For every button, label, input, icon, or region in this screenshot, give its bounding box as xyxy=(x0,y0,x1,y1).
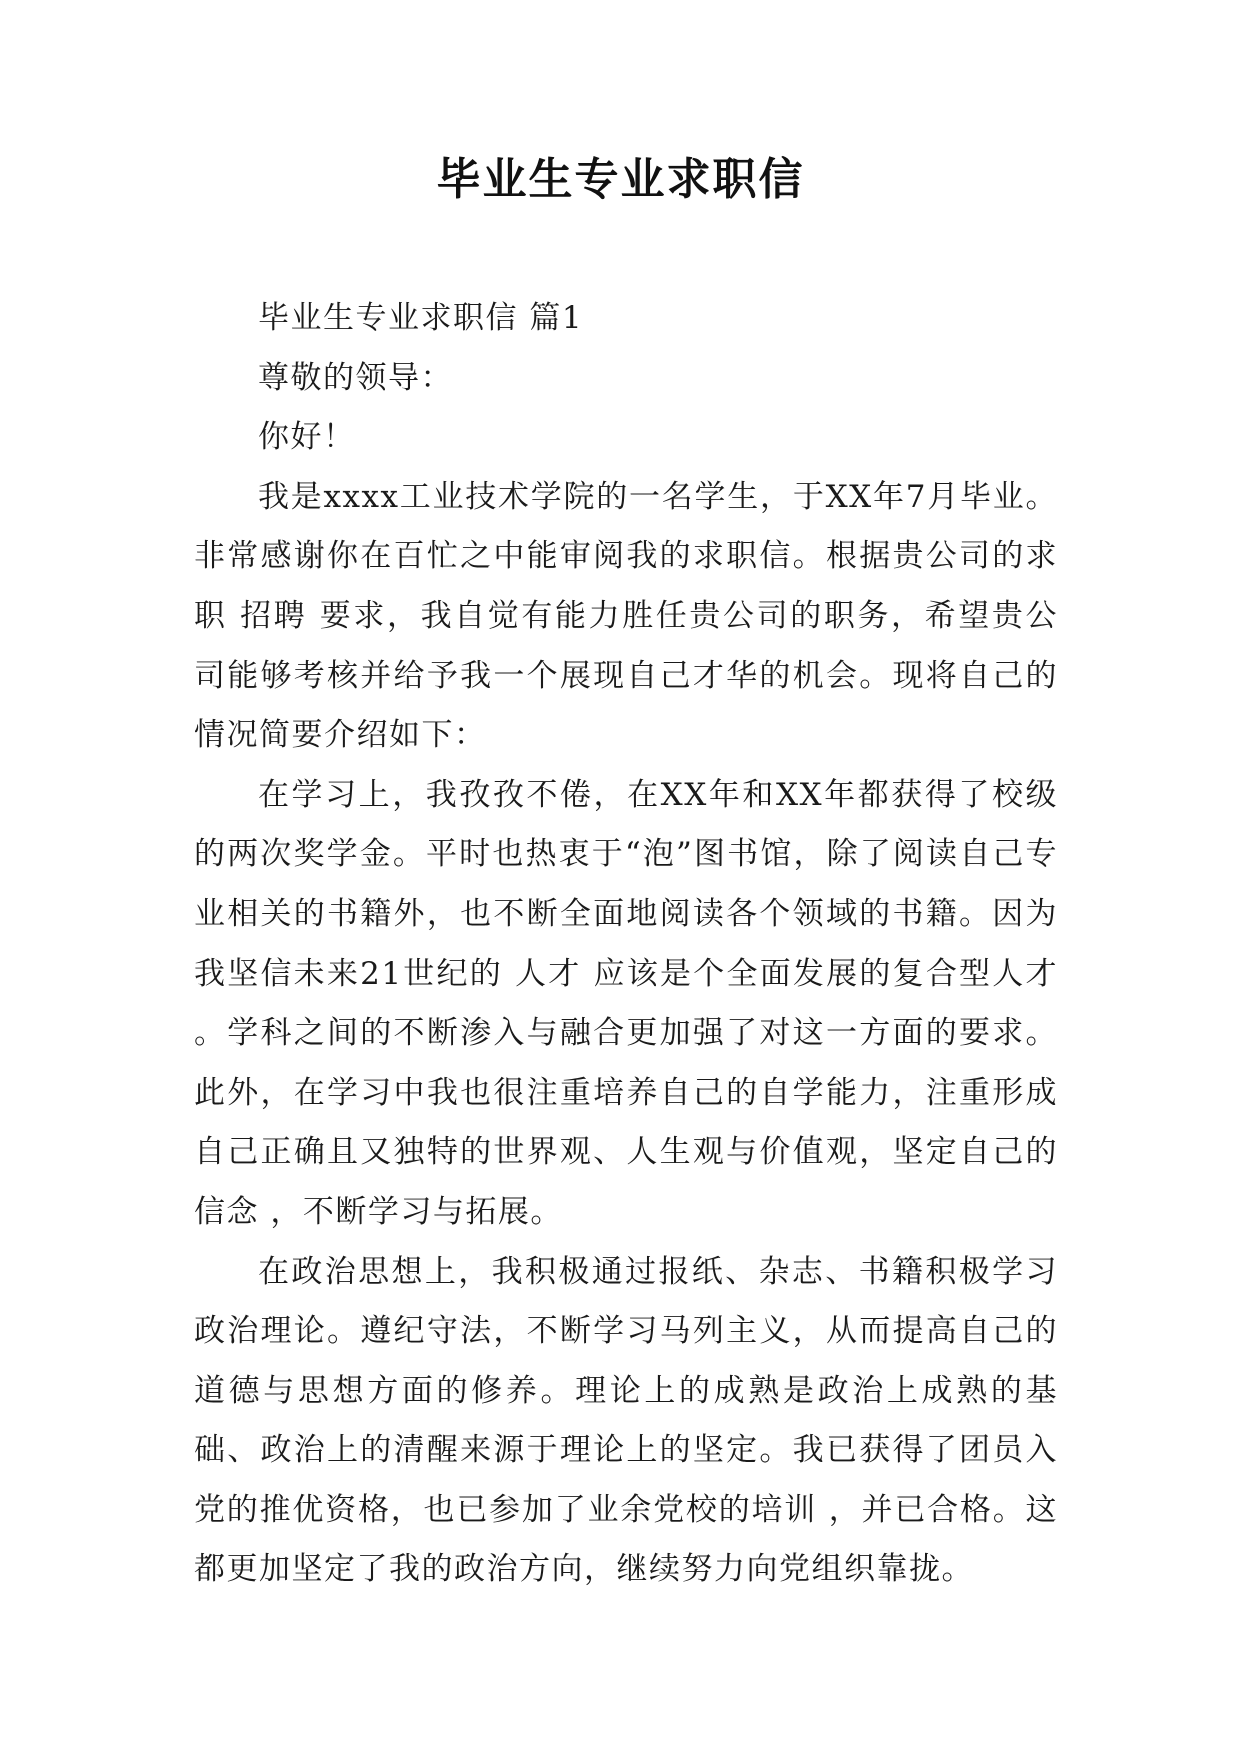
paragraph-study: 在学习上，我孜孜不倦，在XX年和XX年都获得了校级的两次奖学金。平时也热衷于“泡”图书馆，除了阅读自己专业相关的书籍外，也不断全面地阅读各个领域的书籍。因为我坚信未来21世纪的 人才 应该是个全面发展的复合型人才 。学科之间的不断渗入与融合更加强了对这一方面的要求。此外，在学习中我也很注重培养自己的自学能力，注重形成自己正确且又独特的世界观、人生观与价值观，坚定自己的信念 ，不断学习与拓展。 xyxy=(194,776,1058,1230)
paragraph-introduction: 我是xxxx工业技术学院的一名学生，于XX年7月毕业。非常感谢你在百忙之中能审阅我的求职信。根据贵公司的求职 招聘 要求，我自觉有能力胜任贵公司的职务，希望贵公司能够考核并给予我一个展现自己才华的机会。现将自己的情况简要介绍如下： xyxy=(194,478,1058,754)
paragraph-politics: 在政治思想上，我积极通过报纸、杂志、书籍积极学习政治理论。遵纪守法，不断学习马列主义，从而提高自己的道德与思想方面的修养。理论上的成熟是政治上成熟的基础、政治上的清醒来源于理论上的坚定。我已获得了团员入党的推优资格，也已参加了业余党校的培训 ，并已合格。这都更加坚定了我的政治方向，继续努力向党组织靠拢。 xyxy=(194,1253,1058,1588)
document-body xyxy=(194,289,1058,1600)
greeting: 你好！ xyxy=(258,419,356,456)
salutation: 尊敬的领导： xyxy=(258,359,453,396)
document-title: 毕业生专业求职信 xyxy=(436,154,805,205)
section-heading: 毕业生专业求职信 篇1 xyxy=(258,300,584,336)
